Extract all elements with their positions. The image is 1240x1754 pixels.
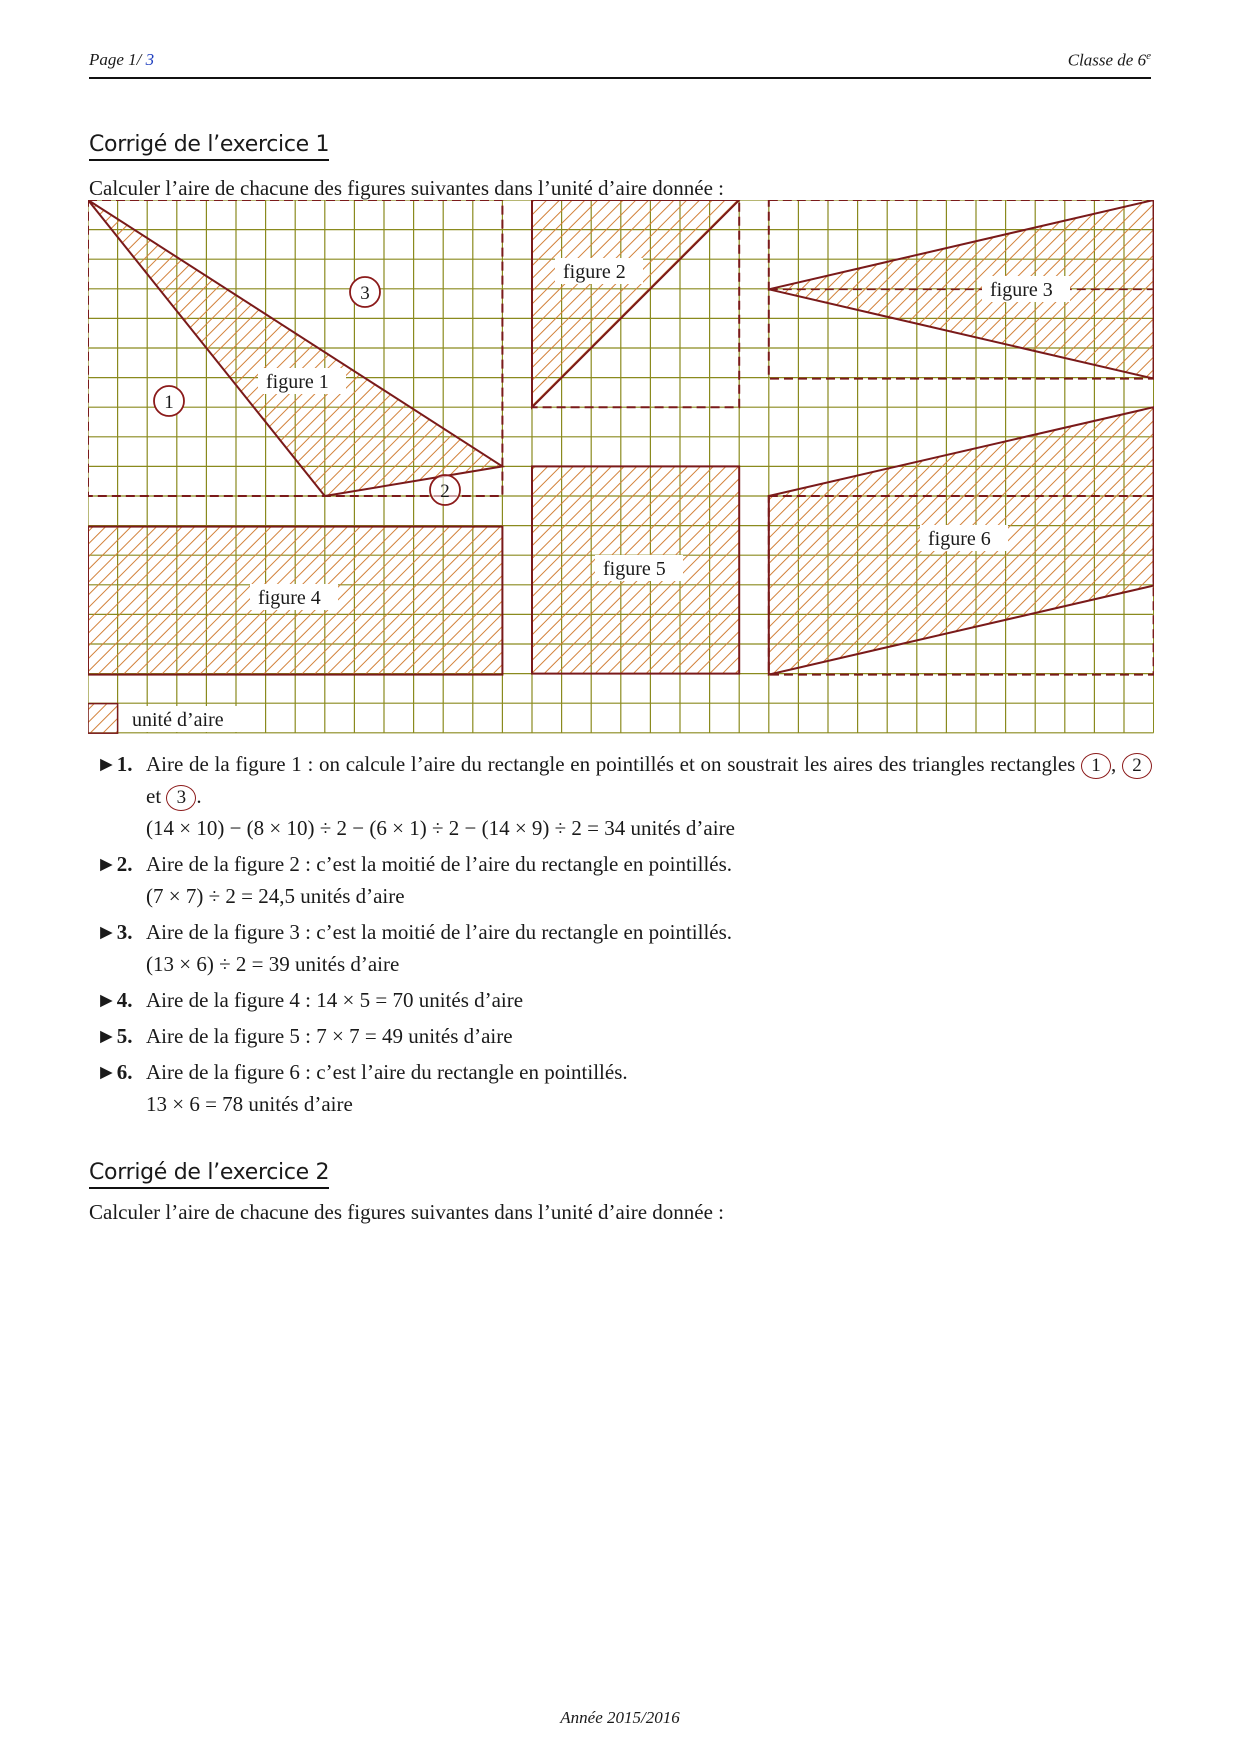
answer-sep: et [146, 784, 167, 808]
answer-item-5 [96, 1020, 1152, 1052]
section2-instruction: Calculer l’aire de chacune des figures suivantes dans l’unité d’aire donnée : [89, 1200, 724, 1224]
answer-number: ►4. [96, 988, 133, 1012]
answer-sep: . [196, 784, 202, 808]
answer-sep: , [1111, 752, 1123, 776]
circled-2: 2 [1122, 753, 1152, 779]
header-rule [89, 77, 1151, 79]
answer-formula: (13 × 6) ÷ 2 = 39 unités d’aire [146, 952, 400, 976]
answer-item-1 [96, 748, 1152, 844]
answer-item-3 [96, 916, 1152, 980]
section1-instruction: Calculer l’aire de chacune des figures suivantes dans l’unité d’aire donnée : [89, 176, 724, 200]
figure5-label: figure 5 [603, 558, 666, 580]
figure2-shape [532, 200, 739, 407]
area-figure [88, 200, 1154, 736]
circled-1: 1 [1081, 753, 1111, 779]
unit-label: unité d’aire [132, 709, 224, 731]
answer-formula: (7 × 7) ÷ 2 = 24,5 unités d’aire [146, 884, 405, 908]
answer-text: Aire de la figure 2 : c’est la moitié de l’aire du rectangle en pointillés. [146, 852, 733, 876]
circle-3: 3 [360, 283, 370, 304]
answer-number: ►1. [96, 752, 133, 776]
class-text: Classe de 6 [1067, 50, 1147, 70]
circle-2: 2 [440, 481, 450, 502]
answer-item-6 [96, 1056, 1152, 1120]
class-sup: e [1146, 50, 1151, 62]
figure2-label: figure 2 [563, 261, 626, 283]
circled-3: 3 [166, 785, 196, 811]
answer-item-4 [96, 984, 1152, 1016]
figure1-label: figure 1 [266, 371, 329, 393]
answer-item-2 [96, 848, 1152, 912]
class-label [1068, 50, 1151, 71]
answer-text: Aire de la figure 4 : 14 × 5 = 70 unités d’aire [146, 988, 524, 1012]
answer-list [96, 748, 1152, 1124]
answer-text: Aire de la figure 3 : c’est la moitié de l’aire du rectangle en pointillés. [146, 920, 733, 944]
circle-1: 1 [164, 392, 174, 413]
answer-number: ►5. [96, 1024, 133, 1048]
figure6-label: figure 6 [928, 528, 991, 550]
answer-text-part: Aire de la figure 1 : on calcule l’aire du rectangle en pointillés et on soustrait les aires des triangles rectangles [146, 752, 1082, 776]
figure3-label: figure 3 [990, 279, 1053, 301]
section1-title: Corrigé de l’exercice 1 [89, 132, 329, 161]
answer-text: Aire de la figure 6 : c’est l’aire du rectangle en pointillés. [146, 1060, 628, 1084]
section2-title: Corrigé de l’exercice 2 [89, 1160, 329, 1189]
answer-formula: (14 × 10) − (8 × 10) ÷ 2 − (6 × 1) ÷ 2 − (14 × 9) ÷ 2 = 34 unités d’aire [146, 816, 735, 840]
answer-number: ►2. [96, 852, 133, 876]
page-total-link[interactable]: 3 [145, 50, 155, 69]
answer-number: ►3. [96, 920, 133, 944]
answer-text [146, 748, 1152, 812]
answer-formula: 13 × 6 = 78 unités d’aire [146, 1092, 353, 1116]
figure4-label: figure 4 [258, 587, 321, 609]
answer-number: ►6. [96, 1060, 133, 1084]
footer-year: Année 2015/2016 [560, 1708, 680, 1727]
page-prefix: Page 1/ [89, 50, 146, 69]
page-number [89, 50, 154, 70]
unit-square [88, 704, 118, 734]
answer-text: Aire de la figure 5 : 7 × 7 = 49 unités d’aire [146, 1024, 513, 1048]
